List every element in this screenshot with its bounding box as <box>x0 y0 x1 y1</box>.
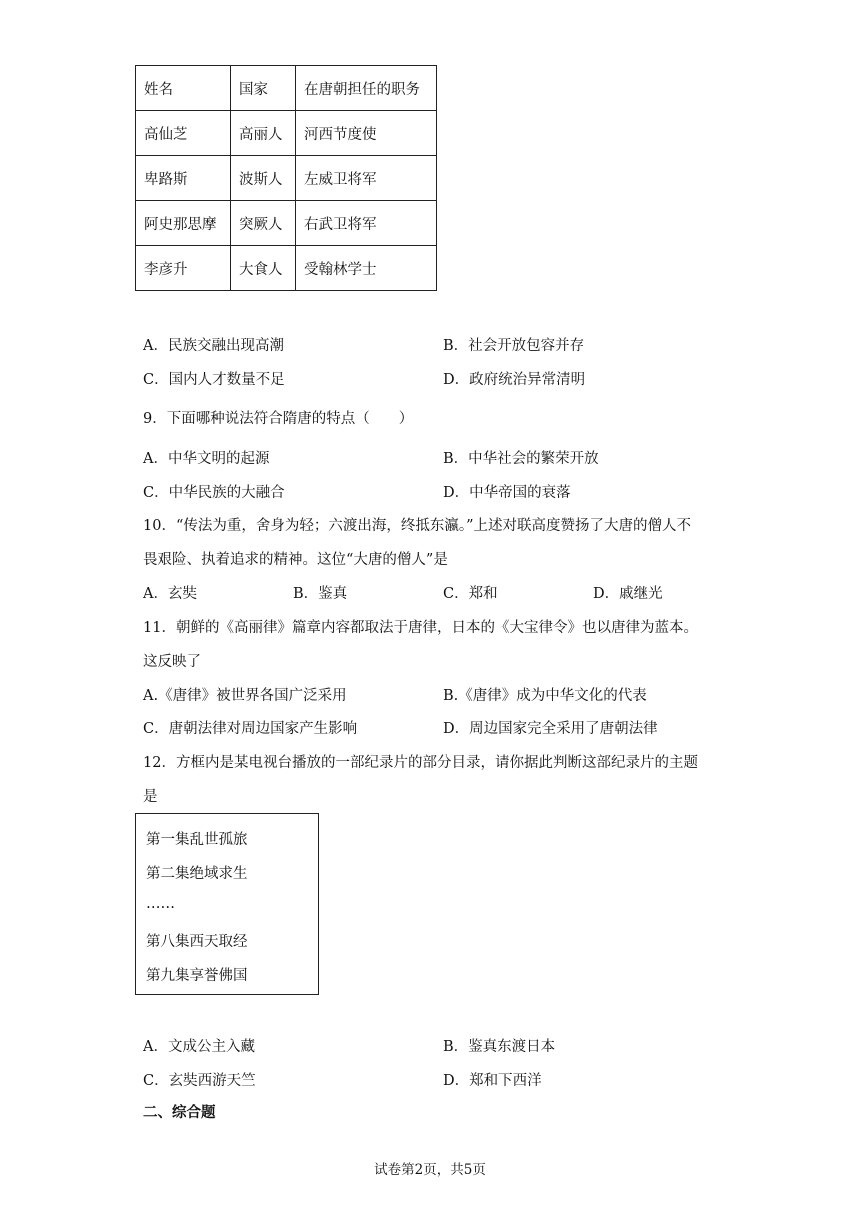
q11-stem-line2: 这反映了 <box>143 654 201 670</box>
episode-list-box <box>135 813 319 995</box>
table-cell: 河西节度使 <box>296 111 437 156</box>
q8-option-b: B．社会开放包容并存 <box>443 338 585 354</box>
q10-option-a: A．玄奘 <box>143 586 197 602</box>
table-cell: 波斯人 <box>231 156 296 201</box>
table-cell: 受翰林学士 <box>296 246 437 291</box>
table-header-cell: 国家 <box>231 66 296 111</box>
q10-stem-line2: 畏艰险、执着追求的精神。这位“大唐的僧人”是 <box>143 552 448 568</box>
table-header-row <box>136 66 437 111</box>
q11-option-a: A.《唐律》被世界各国广泛采用 <box>143 688 347 704</box>
q12-stem-line1: 12．方框内是某电视台播放的一部纪录片的部分目录，请你据此判断这部纪录片的主题 <box>143 755 698 771</box>
q8-option-a: A．民族交融出现高潮 <box>143 338 284 354</box>
q12-option-d: D．郑和下西洋 <box>443 1073 542 1089</box>
table-cell: 左威卫将军 <box>296 156 437 201</box>
table-header-cell: 姓名 <box>136 66 231 111</box>
q8-option-c: C．国内人才数量不足 <box>143 372 285 388</box>
q8-option-d: D．政府统治异常清明 <box>443 372 586 388</box>
q10-option-d: D．戚继光 <box>593 586 663 602</box>
section-title: 二、综合题 <box>143 1104 216 1121</box>
q12-stem-line2: 是 <box>143 789 158 805</box>
table-cell: 右武卫将军 <box>296 201 437 246</box>
q9-option-d: D．中华帝国的衰落 <box>443 485 571 501</box>
q11-option-b: B.《唐律》成为中华文化的代表 <box>443 688 647 704</box>
episode-item: 第二集绝域求生 <box>146 866 248 882</box>
q11-option-d: D．周边国家完全采用了唐朝法律 <box>443 721 658 737</box>
q12-option-c: C．玄奘西游天竺 <box>143 1073 256 1089</box>
q9-option-c: C．中华民族的大融合 <box>143 485 285 501</box>
q10-stem-line1: 10．“传法为重，舍身为轻；六渡出海，终抵东瀛。”上述对联高度赞扬了大唐的僧人不 <box>143 518 692 534</box>
q12-option-a: A．文成公主入藏 <box>143 1039 255 1055</box>
q11-option-c: C．唐朝法律对周边国家产生影响 <box>143 721 358 737</box>
q9-stem: 9．下面哪种说法符合隋唐的特点（ ） <box>143 411 414 427</box>
table-cell: 大食人 <box>231 246 296 291</box>
table-row <box>136 111 437 156</box>
q11-stem-line1: 11．朝鲜的《高丽律》篇章内容都取法于唐律，日本的《大宝律令》也以唐律为蓝本。 <box>143 620 698 636</box>
table-header-cell: 在唐朝担任的职务 <box>296 66 437 111</box>
table-cell: 李彦升 <box>136 246 231 291</box>
episode-item: …… <box>146 896 175 912</box>
page-footer: 试卷第2页，共5页 <box>374 1162 486 1178</box>
q12-option-b: B．鉴真东渡日本 <box>443 1039 556 1055</box>
table-cell: 高仙芝 <box>136 111 231 156</box>
q9-option-b: B．中华社会的繁荣开放 <box>443 451 599 467</box>
table-row <box>136 156 437 201</box>
q10-option-c: C．郑和 <box>443 586 498 602</box>
table-cell: 阿史那思摩 <box>136 201 231 246</box>
table-row <box>136 201 437 246</box>
table-cell: 高丽人 <box>231 111 296 156</box>
table-row <box>136 246 437 291</box>
episode-item: 第九集享誉佛国 <box>146 968 248 984</box>
q9-option-a: A．中华文明的起源 <box>143 451 270 467</box>
officials-table <box>135 65 437 291</box>
table-cell: 突厥人 <box>231 201 296 246</box>
episode-item: 第八集西天取经 <box>146 934 248 950</box>
episode-item: 第一集乱世孤旅 <box>146 832 248 848</box>
q10-option-b: B．鉴真 <box>293 586 348 602</box>
table-cell: 卑路斯 <box>136 156 231 201</box>
